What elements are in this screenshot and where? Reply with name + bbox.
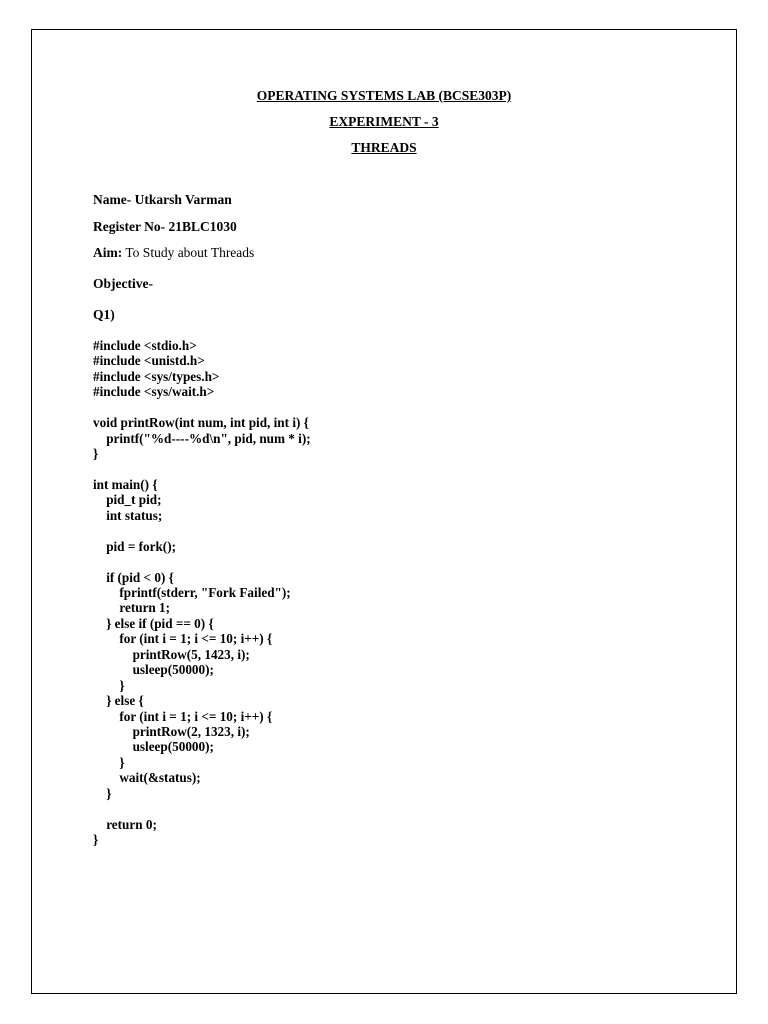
code-line: for (int i = 1; i <= 10; i++) { (93, 708, 273, 724)
experiment-topic: THREADS (351, 140, 417, 155)
aim-label: Aim: (93, 245, 123, 260)
code-line: for (int i = 1; i <= 10; i++) { (93, 631, 273, 647)
experiment-number: EXPERIMENT - 3 (329, 114, 439, 129)
code-line: } else { (93, 693, 144, 709)
code-line: } (93, 446, 99, 462)
code-line: fprintf(stderr, "Fork Failed"); (93, 585, 291, 600)
code-line: printf("%d----%d\n", pid, num * i); (93, 430, 311, 446)
code-line: } (93, 754, 125, 770)
code-line (93, 554, 311, 569)
code-line: #include <sys/wait.h> (93, 384, 215, 400)
code-line: wait(&status); (93, 770, 201, 786)
code-line: #include <unistd.h> (93, 353, 205, 369)
code-line: int status; (93, 507, 163, 523)
register-number: Register No- 21BLC1030 (93, 219, 237, 234)
code-line: usleep(50000); (93, 739, 214, 755)
code-line: usleep(50000); (93, 662, 214, 678)
code-line (93, 400, 311, 415)
code-line: if (pid < 0) { (93, 569, 174, 585)
code-line: pid_t pid; (93, 492, 162, 508)
code-line: } (93, 832, 99, 847)
code-line: printRow(5, 1423, i); (93, 646, 250, 662)
code-line (93, 801, 311, 816)
objective-label: Objective- (93, 276, 153, 291)
course-title: OPERATING SYSTEMS LAB (BCSE303P) (256, 88, 512, 103)
code-line (93, 523, 311, 538)
code-line: pid = fork(); (93, 538, 176, 554)
code-line: int main() { (93, 476, 158, 492)
question-label: Q1) (93, 307, 115, 322)
code-line: #include <sys/types.h> (93, 368, 220, 384)
code-line: } (93, 785, 112, 801)
aim-text: To Study about Threads (122, 245, 255, 260)
code-line (93, 462, 311, 477)
code-line: } (93, 677, 125, 693)
aim-line (93, 245, 254, 261)
code-line: #include <stdio.h> (93, 338, 197, 353)
code-line: printRow(2, 1323, i); (93, 723, 250, 739)
code-line: return 1; (93, 600, 171, 616)
code-line: return 0; (93, 816, 157, 832)
student-name: Name- Utkarsh Varman (93, 192, 232, 207)
code-line: } else if (pid == 0) { (93, 615, 214, 631)
code-block (93, 338, 311, 847)
code-line: void printRow(int num, int pid, int i) { (93, 415, 309, 431)
